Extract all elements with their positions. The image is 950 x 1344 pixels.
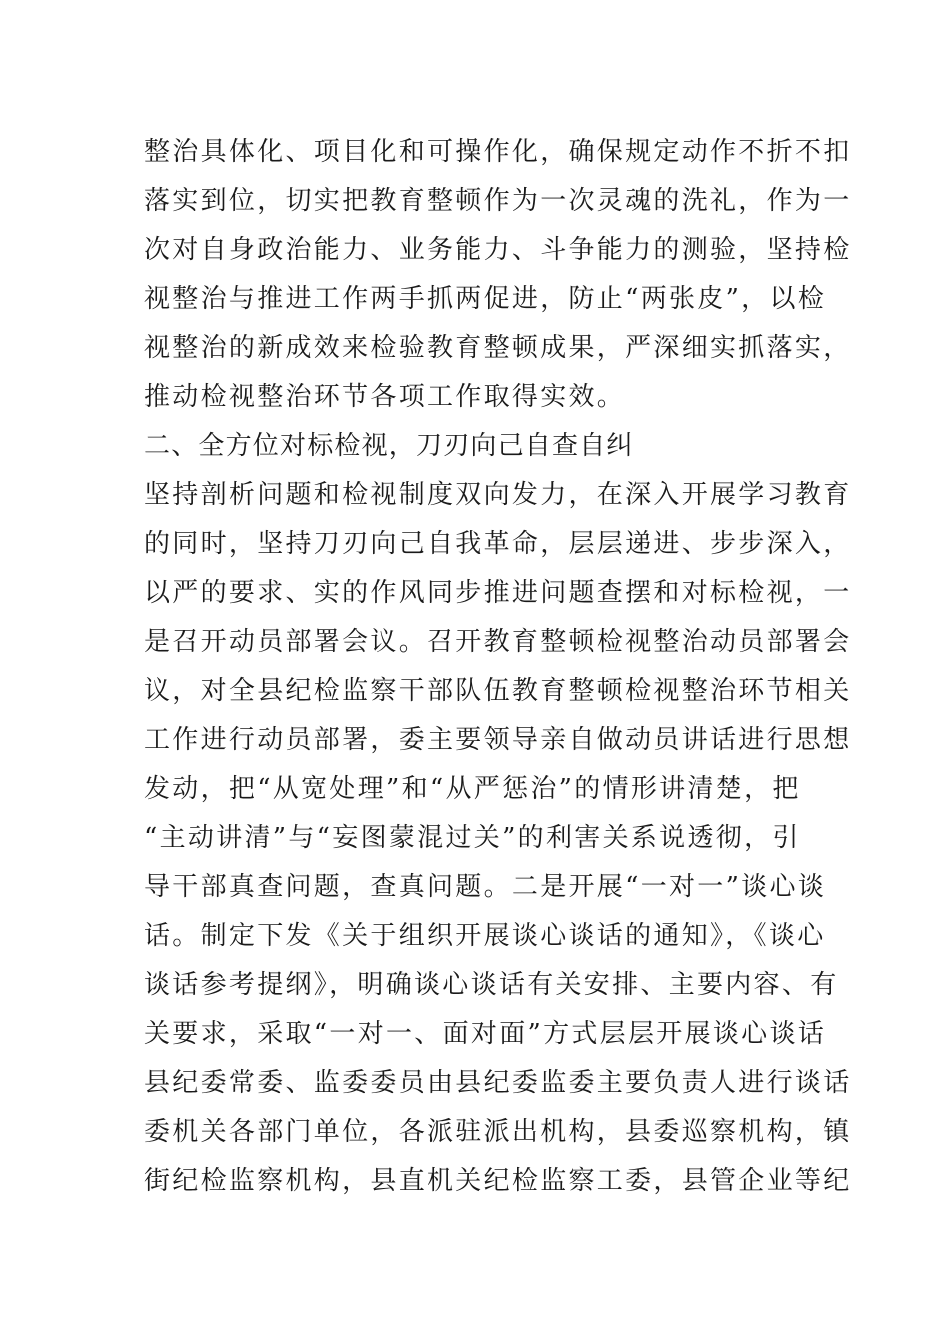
text-line: 次对自身政治能力、业务能力、斗争能力的测验，坚持检 [144, 235, 852, 265]
body-text [144, 128, 852, 1206]
text-line: 委机关各部门单位，各派驻派出机构，县委巡察机构，镇 [144, 1117, 852, 1147]
text-line: 发动，把“从宽处理”和“从严惩治”的情形讲清楚，把 [144, 774, 801, 804]
section-heading: 二、全方位对标检视，刀刃向己自查自纠 [144, 431, 634, 461]
text-line: 整治具体化、项目化和可操作化，确保规定动作不折不扣 [144, 137, 852, 167]
text-line: 落实到位，切实把教育整顿作为一次灵魂的洗礼，作为一 [144, 186, 852, 216]
text-line: 是召开动员部署会议。召开教育整顿检视整治动员部署会 [144, 627, 852, 657]
text-line: “主动讲清”与“妄图蒙混过关”的利害关系说透彻，引 [144, 823, 801, 853]
text-line: 视整治与推进工作两手抓两促进，防止“两张皮”，以检 [144, 284, 827, 314]
text-line: 街纪检监察机构，县直机关纪检监察工委，县管企业等纪 [144, 1166, 852, 1196]
text-line: 以严的要求、实的作风同步推进问题查摆和对标检视，一 [144, 578, 852, 608]
text-line: 议，对全县纪检监察干部队伍教育整顿检视整治环节相关 [144, 676, 852, 706]
text-line: 的同时，坚持刀刃向己自我革命，层层递进、步步深入， [144, 529, 852, 559]
text-line: 谈话参考提纲》，明确谈心谈话有关安排、主要内容、有 [144, 970, 839, 1000]
text-line: 县纪委常委、监委委员由县纪委监委主要负责人进行谈话 [144, 1068, 852, 1098]
text-line: 关要求，采取“一对一、面对面”方式层层开展谈心谈话 [144, 1019, 827, 1049]
text-line: 话。制定下发《关于组织开展谈心谈话的通知》，《谈心 [144, 921, 826, 951]
text-line: 坚持剖析问题和检视制度双向发力，在深入开展学习教育 [144, 480, 852, 510]
text-line: 导干部真查问题，查真问题。二是开展“一对一”谈心谈 [144, 872, 827, 902]
text-line: 视整治的新成效来检验教育整顿成果，严深细实抓落实， [144, 333, 852, 363]
text-line: 工作进行动员部署，委主要领导亲自做动员讲话进行思想 [144, 725, 852, 755]
text-line: 推动检视整治环节各项工作取得实效。 [144, 382, 626, 412]
